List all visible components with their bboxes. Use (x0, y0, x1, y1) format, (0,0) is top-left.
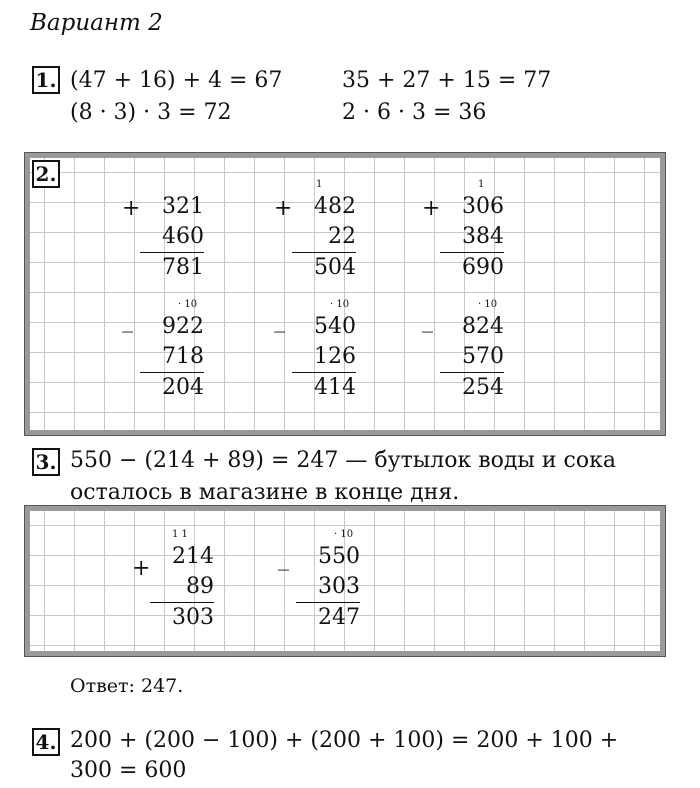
operation-sign: _ (274, 308, 285, 333)
operation-sign: _ (422, 308, 433, 333)
task-4-line-1: 200 + (200 − 100) + (200 + 100) = 200 + 100 + (70, 728, 619, 753)
column-calc (274, 179, 356, 283)
column-calc (122, 299, 204, 403)
column-calc (422, 179, 504, 283)
result: 690 (462, 255, 504, 280)
bottom-operand: 718 (140, 342, 204, 373)
bottom-operand: 570 (440, 342, 504, 373)
result: 204 (162, 375, 204, 400)
operation-sign: + (274, 196, 293, 221)
top-operand: 306 (462, 194, 504, 219)
column-calc (422, 299, 504, 403)
operation-sign: _ (278, 546, 289, 571)
operation-sign: + (122, 196, 141, 221)
bottom-operand: 460 (140, 222, 204, 253)
top-operand: 482 (314, 194, 356, 219)
top-operand: 214 (172, 544, 214, 569)
task-3-line-1: 550 − (214 + 89) = 247 — бутылок воды и сока (70, 448, 616, 473)
carry-mark: 1 (478, 179, 485, 190)
carry-mark: · 10 (334, 529, 354, 540)
carry-mark: · 10 (478, 299, 498, 310)
result: 303 (172, 605, 214, 630)
carry-mark: · 10 (178, 299, 198, 310)
operation-sign: + (132, 556, 151, 581)
operation-sign: + (422, 196, 441, 221)
operation-sign: _ (122, 308, 133, 333)
carry-mark: 1 1 (172, 529, 188, 540)
column-calc (278, 529, 360, 633)
task-3-answer: Ответ: 247. (70, 675, 184, 697)
task-2-number: 2. (32, 160, 60, 188)
carry-mark: 1 (316, 179, 323, 190)
task-4-number: 4. (32, 728, 60, 756)
bottom-operand: 384 (440, 222, 504, 253)
top-operand: 321 (162, 194, 204, 219)
task-4-line-2: 300 = 600 (70, 758, 187, 783)
result: 414 (314, 375, 356, 400)
bottom-operand: 126 (292, 342, 356, 373)
column-calc (122, 192, 204, 283)
result: 247 (318, 605, 360, 630)
column-calc (274, 299, 356, 403)
result: 504 (314, 255, 356, 280)
task-1-expr-3: (8 · 3) · 3 = 72 (70, 100, 232, 125)
bottom-operand: 22 (292, 222, 356, 253)
task-1-number: 1. (32, 66, 60, 94)
top-operand: 922 (162, 314, 204, 339)
result: 254 (462, 375, 504, 400)
task-1-expr-1: (47 + 16) + 4 = 67 (70, 68, 283, 93)
bottom-operand: 303 (296, 572, 360, 603)
task-1-expr-4: 2 · 6 · 3 = 36 (342, 100, 487, 125)
bottom-operand: 89 (150, 572, 214, 603)
task-3-number: 3. (32, 448, 60, 476)
variant-title: Вариант 2 (30, 10, 163, 36)
task-3-line-2: осталось в магазине в конце дня. (70, 480, 460, 505)
carry-mark: · 10 (330, 299, 350, 310)
top-operand: 824 (462, 314, 504, 339)
top-operand: 540 (314, 314, 356, 339)
top-operand: 550 (318, 544, 360, 569)
result: 781 (162, 255, 204, 280)
column-calc (132, 529, 214, 633)
task-1-expr-2: 35 + 27 + 15 = 77 (342, 68, 552, 93)
